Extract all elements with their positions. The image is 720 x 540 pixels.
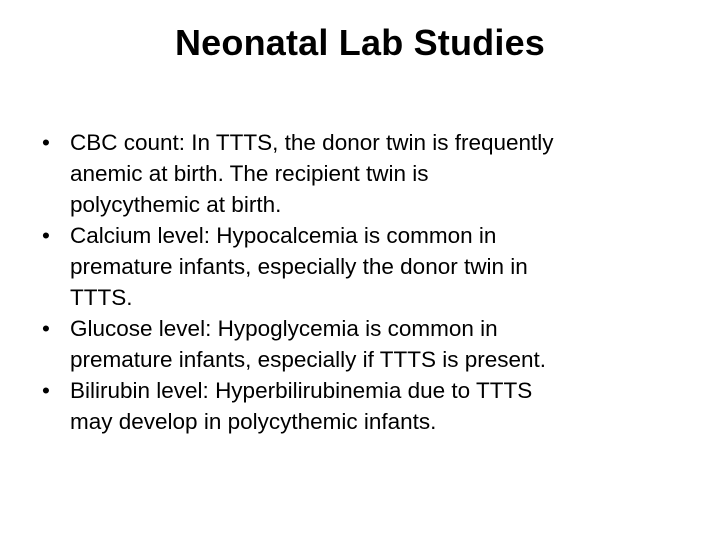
bullet-line: CBC count: In TTTS, the donor twin is frequently xyxy=(70,130,554,155)
bullet-line: polycythemic at birth. xyxy=(70,192,282,217)
bullet-list xyxy=(36,127,676,437)
bullet-line: may develop in polycythemic infants. xyxy=(70,409,437,434)
bullet-line: premature infants, especially if TTTS is present. xyxy=(70,347,547,372)
bullet-icon: • xyxy=(42,223,50,248)
bullet-icon: • xyxy=(42,316,50,341)
bullet-line: TTTS. xyxy=(70,285,133,310)
bullet-line: Glucose level: Hypoglycemia is common in xyxy=(70,316,498,341)
slide-title: Neonatal Lab Studies xyxy=(174,22,546,63)
bullet-calcium-level xyxy=(36,220,676,313)
bullet-line: Bilirubin level: Hyperbilirubinemia due to TTTS xyxy=(70,378,533,403)
bullet-cbc-count xyxy=(36,127,676,220)
bullet-icon: • xyxy=(42,378,50,403)
bullet-line: anemic at birth. The recipient twin is xyxy=(70,161,429,186)
bullet-line: Calcium level: Hypocalcemia is common in xyxy=(70,223,497,248)
bullet-bilirubin-level xyxy=(36,375,676,437)
bullet-icon: • xyxy=(42,130,50,155)
bullet-glucose-level xyxy=(36,313,676,375)
bullet-line: premature infants, especially the donor twin in xyxy=(70,254,528,279)
